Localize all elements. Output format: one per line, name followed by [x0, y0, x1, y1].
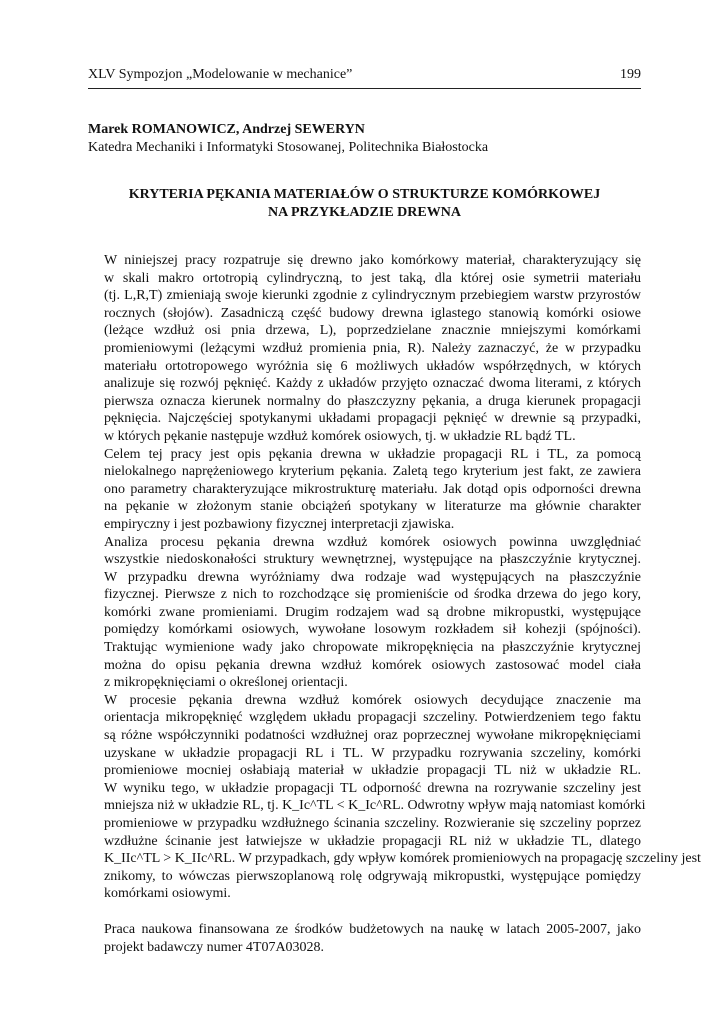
text-line: empiryczny i jest pozbawiony fizycznej interpretacji zjawiska.	[104, 516, 455, 532]
text-line: W procesie pękania drewna wzdłuż komórek osiowych decydujące znaczenie ma	[104, 692, 641, 708]
text-line: projekt badawczy numer 4T07A03028.	[104, 939, 325, 955]
affiliation: Katedra Mechaniki i Informatyki Stosowanej, Politechnika Białostocka	[88, 140, 489, 155]
text-line: w skali makro ortotropią cylindryczną, to jest taką, dla której osie symetrii materiału	[104, 270, 641, 286]
text-line: orientacja mikropęknięć względem układu propagacji szczeliny. Potwierdzeniem tego faktu	[104, 710, 641, 726]
text-line: znikomy, to wówczas pierwszoplanową rolę odgrywają mikropustki, występujące pomiędzy	[104, 868, 641, 884]
text-line: rocznych (słojów). Zasadniczą część budowy drewna iglastego stanowią komórki osiowe	[104, 305, 641, 321]
text-line: (tj. L,R,T) zmieniają swoje kierunki zgodnie z cylindrycznym przebiegiem warstw przyrostów	[104, 288, 641, 304]
paragraph-3	[88, 534, 641, 692]
text-line: są różne współczynniki podatności wzdłużnej oraz poprzecznej wywołane mikropęknięciami	[104, 728, 641, 744]
text-line: promieniowe mocniej osłabiają materiał w układzie propagacji TL niż w układzie RL.	[104, 763, 641, 779]
paragraph-acknowledgement	[88, 921, 641, 956]
text-line: (leżące wzdłuż osi pnia drzewa, L), poprzedzielane znacznie mniejszymi komórkami	[104, 323, 641, 339]
text-line: uzyskane w układzie propagacji RL i TL. W przypadku rozrywania szczeliny, komórki	[104, 745, 641, 761]
text-line: promieniowymi (leżącymi wzdłuż promienia pnia, R). Należy zaznaczyć, że w przypadku	[104, 340, 641, 356]
text-line: komórki zwane promieniami. Drugim rodzajem wad są drobne mikropustki, występujące	[104, 604, 641, 620]
paragraph-2	[88, 446, 641, 534]
text-line: Praca naukowa finansowana ze środków budżetowych na naukę w latach 2005-2007, jako	[104, 921, 641, 937]
paper-title	[88, 186, 641, 222]
text-line: nielokalnego naprężeniowego kryterium pękania. Zaletą tego kryterium jest fakt, ze zawiera	[104, 464, 641, 480]
text-line: analizuje się rozwój pęknięć. Każdy z układów przyjęto oznaczać dwoma literami, z których	[104, 376, 641, 392]
text-line: w których pękanie następuje wzdłuż komórek osiowych, tj. w układzie RL bądź TL.	[104, 428, 576, 444]
text-line: na pękanie w złożonym stanie obciążeń spotykany w literaturze ma głównie charakter	[104, 499, 641, 515]
body-text	[88, 252, 701, 956]
text-line: W przypadku drewna wyróżniamy dwa rodzaje wad występujących na płaszczyźnie	[104, 569, 641, 585]
header-rule	[88, 88, 641, 89]
running-title: XLV Sympozjon „Modelowanie w mechanice”	[88, 67, 353, 82]
text-line: Celem tej pracy jest opis pękania drewna w układzie propagacji RL i TL, za pomocą	[104, 446, 641, 462]
authors: Marek ROMANOWICZ, Andrzej SEWERYN	[88, 122, 365, 137]
text-line: komórkami osiowymi.	[104, 886, 231, 902]
text-line: materiału ortotropowego wyróżnia się 6 możliwych układów współrzędnych, w których	[104, 358, 641, 374]
text-line: wzdłużne ścinanie jest łatwiejsze w układzie propagacji RL niż w układzie TL, dlatego	[104, 833, 641, 849]
text-line: Traktując wymienione wady jako chropowate mikropęknięcia na płaszczyźnie krytycznej	[104, 640, 641, 656]
text-line: z mikropęknięciami o określonej orientacji.	[104, 675, 348, 691]
text-line: mniejsza niż w układzie RL, tj. K_Ic^TL < K_Ic^RL. Odwrotny wpływ mają natomiast komórki	[104, 798, 646, 814]
title-line-2: NA PRZYKŁADZIE DREWNA	[268, 205, 461, 220]
text-line: K_IIc^TL > K_IIc^RL. W przypadkach, gdy wpływ komórek promieniowych na propagację szczeliny jest	[104, 851, 701, 867]
paragraph-1	[88, 252, 641, 446]
page-number: 199	[620, 67, 641, 82]
text-line: można do opisu pękania drewna wzdłuż komórek osiowych zastosować model ciała	[104, 657, 641, 673]
text-line: W niniejszej pracy rozpatruje się drewno jako komórkowy materiał, charakteryzujący się	[104, 253, 641, 268]
text-line: promieniowe w przypadku wzdłużnego ścinania szczeliny. Rozwieranie się szczeliny poprzez	[104, 816, 641, 831]
text-line: pierwsza oznacza kierunek normalny do płaszczyzny pękania, a druga kierunek propagacji	[104, 393, 641, 409]
text-line: ono parametry charakteryzujące mikrostrukturę materiału. Jak dotąd opis odporności drewna	[104, 481, 641, 497]
paragraph-4	[88, 692, 701, 903]
text-line: Analiza procesu pękania drewna wzdłuż komórek osiowych powinna uwzględniać	[104, 534, 641, 550]
text-line: pomiędzy komórkami osiowych, wywołane losowym rozkładem sił kohezji (spójności).	[104, 622, 641, 638]
title-line-1: KRYTERIA PĘKANIA MATERIAŁÓW O STRUKTURZE KOMÓRKOWEJ	[128, 187, 601, 202]
text-line: fizycznej. Pierwsze z nich to rozchodzące się promieniście od środka drzewa do jego kory,	[104, 587, 641, 603]
text-line: pęknięcia. Najczęściej spotykanymi układami propagacji pęknięć w drewnie są przypadki,	[104, 411, 641, 427]
text-line: W wyniku tego, w układzie propagacji TL odporność drewna na rozrywanie szczeliny jest	[104, 780, 641, 796]
text-line: wszystkie niedoskonałości struktury wewnętrznej, występujące na płaszczyźnie krytycznej.	[104, 552, 641, 568]
